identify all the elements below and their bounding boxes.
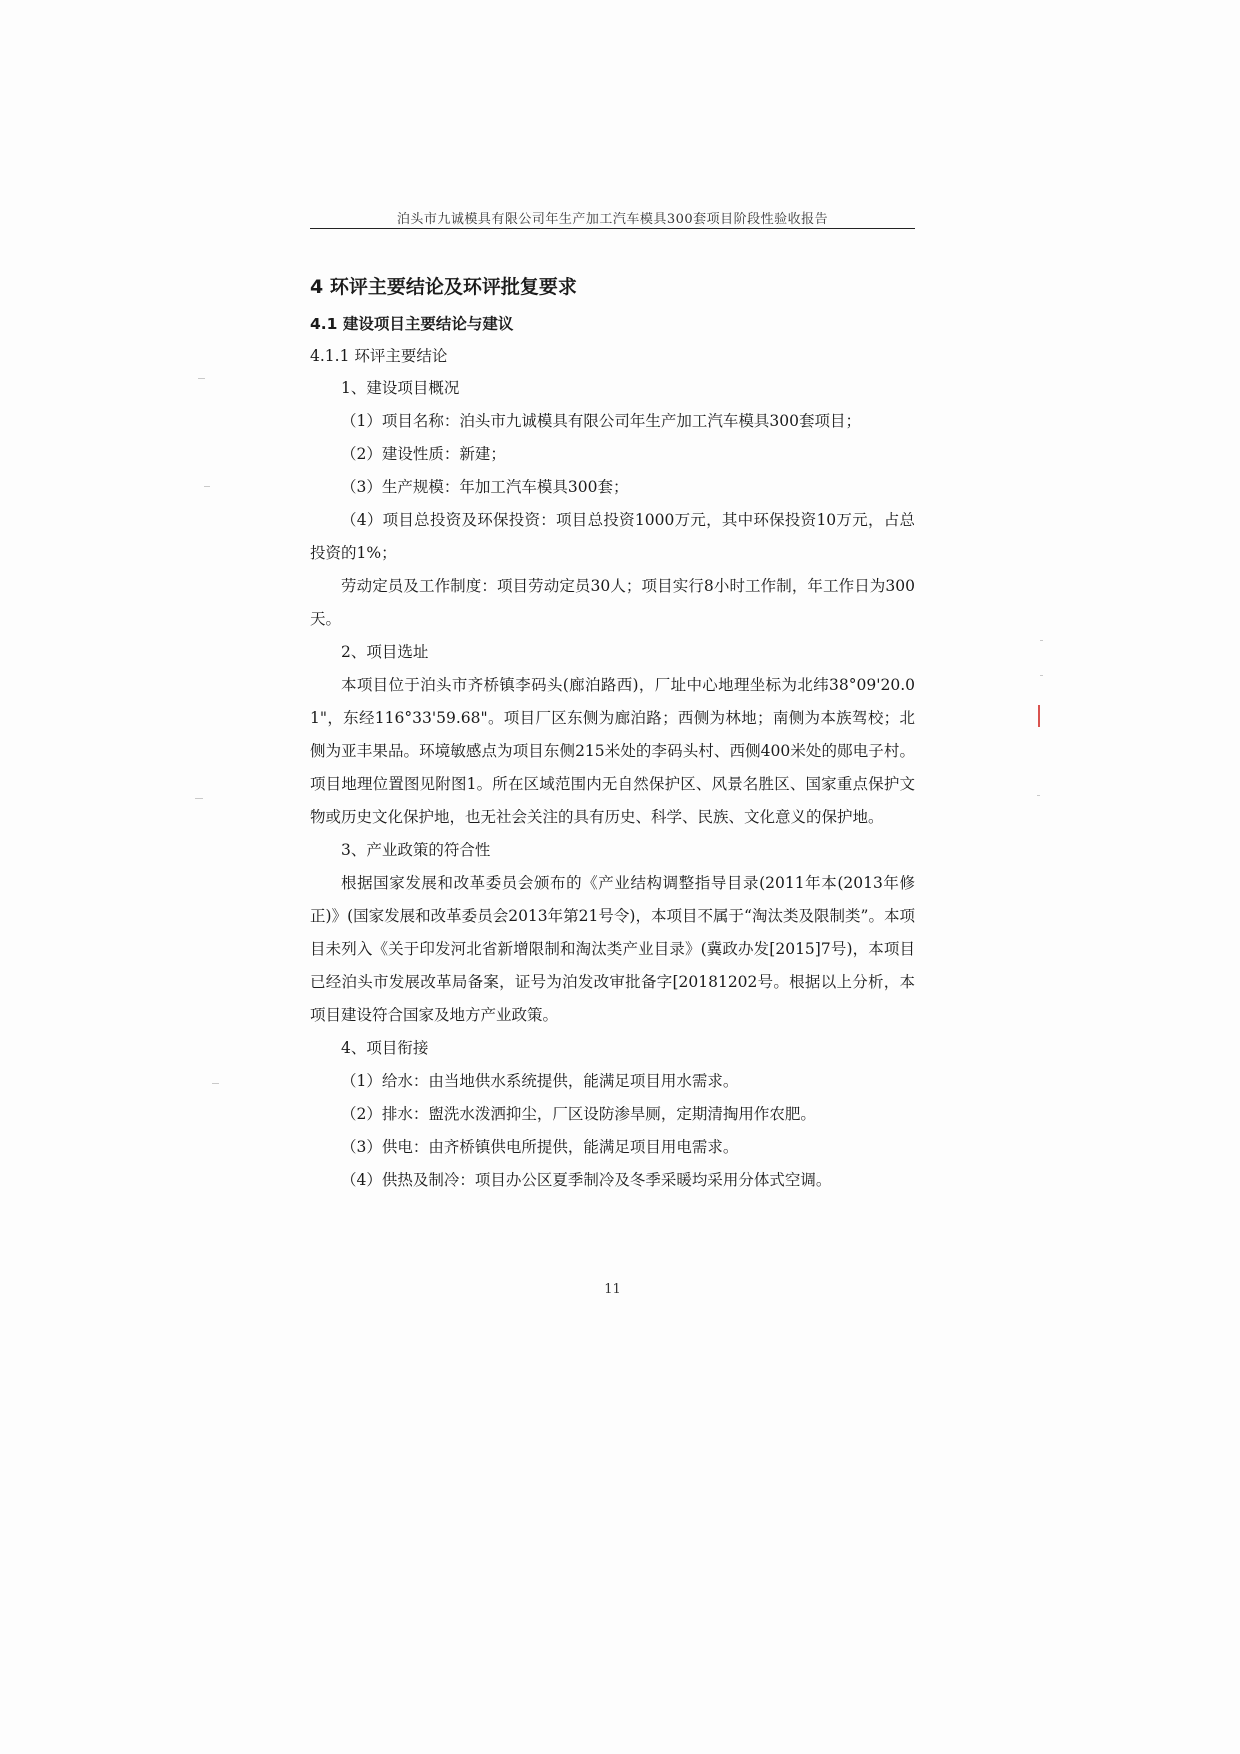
item-drainage: （2）排水：盥洗水泼洒抑尘，厂区设防渗旱厕，定期清掏用作农肥。 <box>341 1105 816 1123</box>
heading-industrial-policy: 3、产业政策的符合性 <box>341 841 491 859</box>
paragraph-industrial-policy: 根据国家发展和改革委员会颁布的《产业结构调整指导目录(2011年本(2013年修正)》(国家发展和改革委员会2013年第21号令)，本项目不属于“淘汰类及限制类”。本项目未列入《关于印发河北省新增限制和淘汰类产业目录》(冀政办发[2015]7号)，本项目已经泊头市发展改革局备案，证号为泊发改审批备字[20181202号。根据以上分析，本项目建设符合国家及地方产业政策。 <box>310 874 915 1024</box>
scan-artifact <box>1040 675 1043 676</box>
scan-artifact <box>198 378 205 379</box>
item-construction-nature: （2）建设性质：新建； <box>341 445 506 463</box>
scan-artifact <box>1037 795 1040 796</box>
item-investment: （4）项目总投资及环保投资：项目总投资1000万元，其中环保投资10万元，占总投资的1%； <box>310 511 915 562</box>
subsubsection-title: 4.1.1 环评主要结论 <box>310 347 448 365</box>
page-content <box>310 270 915 1197</box>
heading-site-selection: 2、项目选址 <box>341 643 429 661</box>
item-production-scale: （3）生产规模：年加工汽车模具300套； <box>341 478 629 496</box>
scan-artifact <box>204 486 210 487</box>
item-project-name: （1）项目名称：泊头市九诚模具有限公司年生产加工汽车模具300套项目； <box>341 412 861 430</box>
running-header: 泊头市九诚模具有限公司年生产加工汽车模具300套项目阶段性验收报告 <box>396 212 829 227</box>
page-number: 11 <box>604 1282 621 1297</box>
heading-project-overview: 1、建设项目概况 <box>341 379 460 397</box>
section-title: 4 环评主要结论及环评批复要求 <box>310 276 577 298</box>
header-rule <box>310 228 915 229</box>
scan-artifact <box>195 798 203 799</box>
paragraph-site-selection: 本项目位于泊头市齐桥镇李码头(廊泊路西)，厂址中心地理坐标为北纬38°09'20.01"，东经116°33'59.68"。项目厂区东侧为廊泊路；西侧为林地；南侧为本族驾校；北侧为亚丰果品。环境敏感点为项目东侧215米处的李码头村、西侧400米处的郧电子村。项目地理位置图见附图1。所在区域范围内无自然保护区、风景名胜区、国家重点保护文物或历史文化保护地，也无社会关注的具有历史、科学、民族、文化意义的保护地。 <box>310 676 915 826</box>
scan-artifact <box>1040 640 1043 641</box>
heading-project-connection: 4、项目衔接 <box>341 1039 429 1057</box>
margin-red-mark <box>1038 705 1040 727</box>
scan-artifact <box>212 1083 219 1084</box>
subsection-title: 4.1 建设项目主要结论与建议 <box>310 315 514 333</box>
item-heating-cooling: （4）供热及制冷：项目办公区夏季制冷及冬季采暖均采用分体式空调。 <box>341 1171 832 1189</box>
item-power-supply: （3）供电：由齐桥镇供电所提供，能满足项目用电需求。 <box>341 1138 739 1156</box>
paragraph-staffing: 劳动定员及工作制度：项目劳动定员30人；项目实行8小时工作制，年工作日为300天。 <box>310 577 915 628</box>
item-water-supply: （1）给水：由当地供水系统提供，能满足项目用水需求。 <box>341 1072 739 1090</box>
